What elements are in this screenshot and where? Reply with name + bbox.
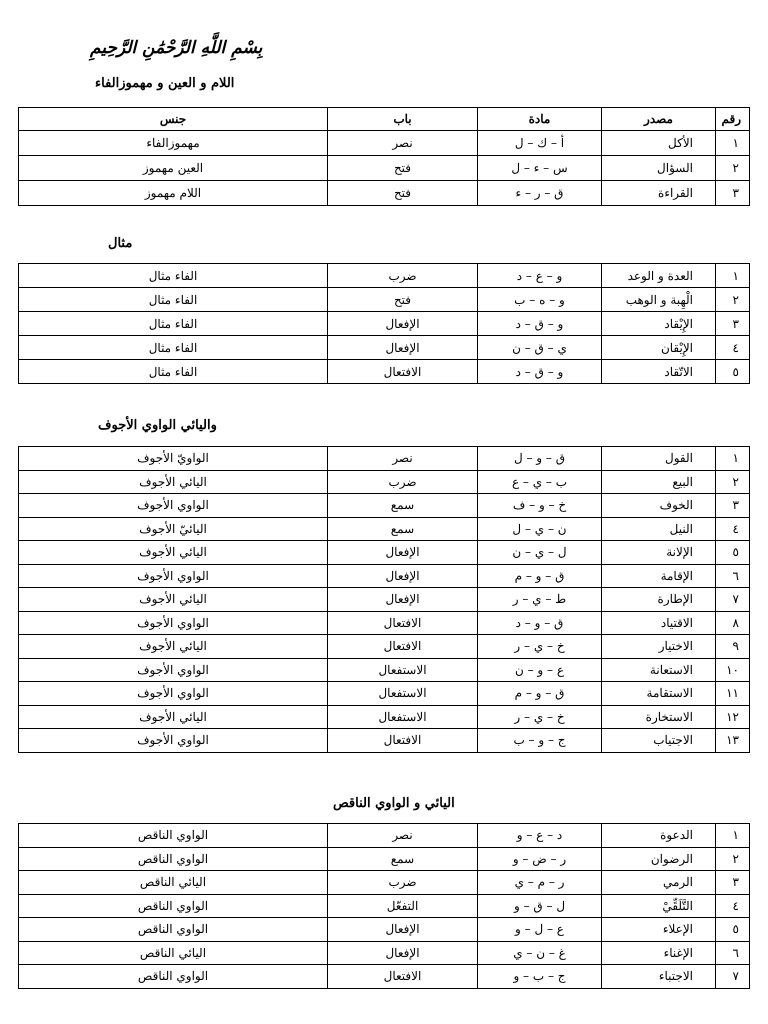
hamzated-verbs-table [18, 107, 750, 206]
table-row [19, 447, 750, 471]
cell-root: و – ق – د [478, 312, 602, 336]
table-row [19, 588, 750, 612]
table-row [19, 965, 750, 989]
cell-jins: اليائي الأجوف [19, 705, 328, 729]
table-row [19, 682, 750, 706]
cell-root: د – ع – و [478, 824, 602, 848]
cell-jins: الواوي الناقص [19, 894, 328, 918]
header-root: مادة [478, 108, 602, 131]
cell-bab: سمع [328, 847, 478, 871]
cell-root: و – ق – د [478, 360, 602, 384]
cell-jins: الواوي الناقص [19, 918, 328, 942]
cell-jins: اليائي الأجوف [19, 588, 328, 612]
cell-jins: اليائي الناقص [19, 941, 328, 965]
cell-number: ٣ [716, 181, 750, 206]
table-row [19, 156, 750, 181]
cell-number: ٧ [716, 588, 750, 612]
cell-jins: الواوي الناقص [19, 965, 328, 989]
cell-masdar: الإعلاء [602, 918, 716, 942]
cell-number: ١٣ [716, 729, 750, 753]
cell-number: ٢ [716, 847, 750, 871]
cell-masdar: الإقامة [602, 564, 716, 588]
table-row [19, 312, 750, 336]
table-row [19, 705, 750, 729]
table-row [19, 541, 750, 565]
cell-number: ١ [716, 131, 750, 156]
header-bab: باب [328, 108, 478, 131]
cell-root: ع – ل – و [478, 918, 602, 942]
cell-number: ٥ [716, 918, 750, 942]
cell-root: خ – ي – ر [478, 705, 602, 729]
cell-jins: الواوي الناقص [19, 847, 328, 871]
cell-root: ب – ي – ع [478, 470, 602, 494]
cell-number: ١ [716, 264, 750, 288]
cell-masdar: القول [602, 447, 716, 471]
header-num: رقم [716, 108, 750, 131]
cell-jins: الواوي الأجوف [19, 611, 328, 635]
cell-bab: الافتعال [328, 611, 478, 635]
cell-bab: الإفعال [328, 588, 478, 612]
cell-root: س – ء – ل [478, 156, 602, 181]
cell-root: ي – ق – ن [478, 336, 602, 360]
cell-masdar: الاجتباء [602, 965, 716, 989]
cell-jins: الفاء مثال [19, 264, 328, 288]
cell-root: ط – ي – ر [478, 588, 602, 612]
cell-jins: اليائي الأجوف [19, 635, 328, 659]
cell-bab: الافتعال [328, 635, 478, 659]
cell-root: خ – ي – ر [478, 635, 602, 659]
cell-number: ١١ [716, 682, 750, 706]
header-source: مصدر [602, 108, 716, 131]
cell-bab: فتح [328, 181, 478, 206]
table-row [19, 564, 750, 588]
table-row [19, 658, 750, 682]
cell-masdar: السؤال [602, 156, 716, 181]
cell-bab: الافتعال [328, 729, 478, 753]
section1-title: اللام و العين و مهموزالفاء [95, 76, 235, 91]
cell-bab: سمع [328, 494, 478, 518]
cell-bab: الإفعال [328, 941, 478, 965]
naqis-verbs-table [18, 823, 750, 989]
cell-jins: اليائي الأجوف [19, 470, 328, 494]
table-row [19, 470, 750, 494]
cell-root: ج – و – ب [478, 729, 602, 753]
cell-masdar: البيع [602, 470, 716, 494]
table-row [19, 131, 750, 156]
cell-masdar: العدة و الوعد [602, 264, 716, 288]
cell-root: ل – ي – ن [478, 541, 602, 565]
cell-root: ق – و – م [478, 564, 602, 588]
cell-jins: الواوي الأجوف [19, 682, 328, 706]
table-row [19, 918, 750, 942]
cell-jins: اليائي الأجوف [19, 541, 328, 565]
cell-jins: الفاء مثال [19, 288, 328, 312]
cell-bab: الإفعال [328, 564, 478, 588]
cell-jins: الواوي الأجوف [19, 494, 328, 518]
cell-masdar: الاستقامة [602, 682, 716, 706]
cell-masdar: الإلانة [602, 541, 716, 565]
cell-root: خ – و – ف [478, 494, 602, 518]
cell-jins: الواويّ الأجوف [19, 447, 328, 471]
cell-bab: الإفعال [328, 541, 478, 565]
cell-number: ٣ [716, 312, 750, 336]
cell-masdar: الْهِبة و الوهب [602, 288, 716, 312]
table-row [19, 894, 750, 918]
cell-number: ٥ [716, 360, 750, 384]
mithal-verbs-table [18, 263, 750, 384]
cell-number: ١٠ [716, 658, 750, 682]
table-row [19, 611, 750, 635]
cell-jins: العين مهموز [19, 156, 328, 181]
table-row [19, 941, 750, 965]
cell-masdar: الاستخارة [602, 705, 716, 729]
cell-masdar: التَّلَقِّيْ [602, 894, 716, 918]
table-row [19, 336, 750, 360]
cell-jins: اليائي الناقص [19, 871, 328, 895]
cell-jins: الفاء مثال [19, 360, 328, 384]
cell-jins: الواوي الأجوف [19, 564, 328, 588]
cell-masdar: الإطارة [602, 588, 716, 612]
section4-title: اليائي و الواوي الناقص [333, 796, 455, 811]
cell-masdar: الاجتياب [602, 729, 716, 753]
table-row [19, 288, 750, 312]
cell-masdar: الدعوة [602, 824, 716, 848]
table-row [19, 517, 750, 541]
cell-bab: نصر [328, 824, 478, 848]
cell-number: ١ [716, 824, 750, 848]
cell-number: ١ [716, 447, 750, 471]
cell-jins: الواوي الناقص [19, 824, 328, 848]
cell-bab: الإفعال [328, 336, 478, 360]
cell-jins: الفاء مثال [19, 312, 328, 336]
table-row [19, 264, 750, 288]
cell-number: ٣ [716, 871, 750, 895]
cell-bab: فتح [328, 288, 478, 312]
cell-root: ق – و – ل [478, 447, 602, 471]
cell-number: ٨ [716, 611, 750, 635]
header-jins: جنس [19, 108, 328, 131]
cell-bab: الاستفعال [328, 682, 478, 706]
cell-masdar: الاقتياد [602, 611, 716, 635]
cell-number: ٧ [716, 965, 750, 989]
cell-bab: الاستفعال [328, 658, 478, 682]
cell-root: ر – م – ي [478, 871, 602, 895]
table-row [19, 635, 750, 659]
cell-number: ٩ [716, 635, 750, 659]
cell-masdar: الإِيْقان [602, 336, 716, 360]
cell-masdar: الاستعانة [602, 658, 716, 682]
cell-bab: ضرب [328, 264, 478, 288]
cell-masdar: الإِيْقاد [602, 312, 716, 336]
section2-title: مثال [108, 236, 133, 251]
table-row [19, 847, 750, 871]
cell-masdar: الرمي [602, 871, 716, 895]
bismillah-calligraphy: بِسْمِ اللَّهِ الرَّحْمَٰنِ الرَّحِيمِ [90, 38, 263, 58]
cell-root: ق – و – د [478, 611, 602, 635]
cell-root: ج – ب – و [478, 965, 602, 989]
cell-jins: الواوي الأجوف [19, 729, 328, 753]
cell-bab: فتح [328, 156, 478, 181]
cell-jins: مهموزالفاء [19, 131, 328, 156]
cell-number: ٣ [716, 494, 750, 518]
table-row [19, 871, 750, 895]
cell-jins: اليائيّ الأجوف [19, 517, 328, 541]
cell-number: ٢ [716, 156, 750, 181]
cell-bab: ضرب [328, 470, 478, 494]
cell-number: ٤ [716, 894, 750, 918]
cell-bab: نصر [328, 447, 478, 471]
cell-bab: الافتعال [328, 965, 478, 989]
cell-jins: الفاء مثال [19, 336, 328, 360]
cell-root: ع – و – ن [478, 658, 602, 682]
cell-masdar: النيل [602, 517, 716, 541]
cell-number: ١٢ [716, 705, 750, 729]
cell-root: ق – و – م [478, 682, 602, 706]
cell-jins: الواوي الأجوف [19, 658, 328, 682]
table-row [19, 494, 750, 518]
cell-bab: الإفعال [328, 918, 478, 942]
cell-number: ٢ [716, 288, 750, 312]
cell-number: ٦ [716, 941, 750, 965]
table-row [19, 729, 750, 753]
cell-root: غ – ن – ي [478, 941, 602, 965]
cell-number: ٤ [716, 336, 750, 360]
table-row [19, 181, 750, 206]
cell-root: ل – ق – و [478, 894, 602, 918]
cell-root: ن – ي – ل [478, 517, 602, 541]
cell-jins: اللام مهموز [19, 181, 328, 206]
cell-root: و – ه – ب [478, 288, 602, 312]
table-row [19, 360, 750, 384]
cell-number: ٥ [716, 541, 750, 565]
cell-bab: التفعّل [328, 894, 478, 918]
ajwaf-verbs-table [18, 446, 750, 753]
cell-masdar: القراءة [602, 181, 716, 206]
cell-number: ٦ [716, 564, 750, 588]
cell-root: ق – ر – ء [478, 181, 602, 206]
cell-masdar: الخوف [602, 494, 716, 518]
cell-number: ٤ [716, 517, 750, 541]
cell-masdar: الإغناء [602, 941, 716, 965]
cell-bab: الافتعال [328, 360, 478, 384]
table-row [19, 824, 750, 848]
cell-masdar: الاتّقاد [602, 360, 716, 384]
cell-masdar: الرضوان [602, 847, 716, 871]
section3-title: واليائي الواوي الأجوف [98, 418, 217, 433]
cell-bab: سمع [328, 517, 478, 541]
cell-bab: الإفعال [328, 312, 478, 336]
cell-bab: الاستفعال [328, 705, 478, 729]
cell-root: أ – ك – ل [478, 131, 602, 156]
cell-root: و – ع – د [478, 264, 602, 288]
cell-masdar: الاختيار [602, 635, 716, 659]
cell-bab: نصر [328, 131, 478, 156]
cell-number: ٢ [716, 470, 750, 494]
cell-root: ر – ض – و [478, 847, 602, 871]
cell-masdar: الأكل [602, 131, 716, 156]
cell-bab: ضرب [328, 871, 478, 895]
table-header-row [19, 108, 750, 131]
